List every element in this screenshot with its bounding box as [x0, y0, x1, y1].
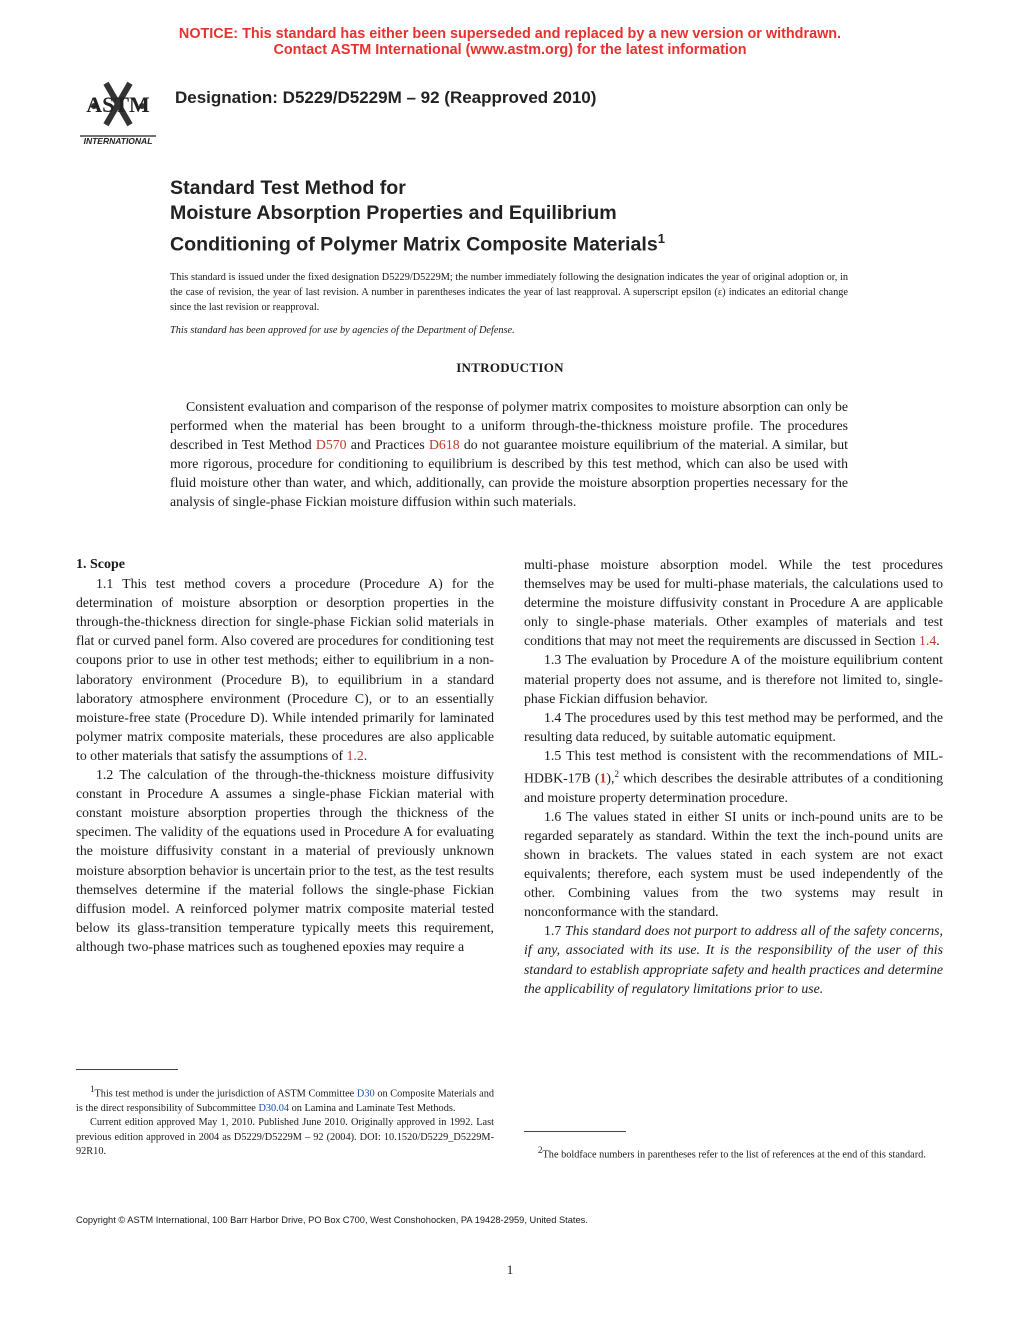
page-number: 1 — [506, 1262, 514, 1277]
astm-logo-icon — [76, 76, 160, 148]
copyright-line: Copyright © ASTM International, 100 Barr Harbor Drive, PO Box C700, West Conshohocken, PA 19428-2959, United States. — [76, 1215, 588, 1225]
section-heading-scope: 1. Scope — [76, 557, 125, 572]
paragraph-1-5: 1.5 This test method is consistent with the recommendations of MIL-HDBK-17B (1),$^2$ which describes the desirable attributes of a conditioning and moisture property determination procedure. — [524, 747, 943, 805]
introduction-heading: INTRODUCTION — [456, 360, 564, 375]
logo-label: INTERNATIONAL — [83, 136, 153, 146]
link-d618[interactable]: D618 — [428, 437, 460, 453]
paragraph-1-2: 1.2 The calculation of the through-the-thickness moisture diffusivity constant in Procedure A assumes a single-phase Fickian material with constant moisture absorption properties through the thickness of the specimen. The validity of the equations used in Procedure A for evaluating the moisture diffusivity constant in a material of previously unknown moisture absorption behavior is uncertain prior to the test, as the test results themselves determine if the material follows the single-phase Fickian diffusion model. A reinforced polymer matrix composite material tested below its glass-transition temperature typically meets this requirement, although two-phase matrices such as toughened epoxies may require a — [76, 767, 494, 954]
footnote-1-edition: Current edition approved May 1, 2010. Published June 2010. Originally approved in 1992. Last previous edition approved in 2004 as D5229/D5229M – 92 (2004). DOI: 10.1520/D5229_D5229M-92R10. — [76, 1117, 494, 1158]
link-section-1-4[interactable]: 1.4 — [919, 633, 937, 649]
link-section-1-2[interactable]: 1.2 — [346, 747, 364, 763]
link-d570[interactable]: D570 — [315, 437, 347, 453]
footnote-divider-right — [524, 1131, 626, 1132]
left-column — [76, 555, 494, 956]
introduction-text: Consistent evaluation and comparison of the response of polymer matrix composites to moisture absorption can only be performed when the material has been brought to a uniform through-the-thickness moisture profile. The procedures described in Test Method D570 and Practices D618 do not guarantee moisture equilibrium of the material. A similar, but more rigorous, procedure for conditioning to equilibrium is described by this test method, which can also be used with fluid moisture other than water, and which, additionally, can provide the moisture absorption properties necessary for the analysis of single-phase Fickian moisture diffusion within such materials. — [170, 399, 848, 510]
title-line-2: Moisture Absorption Properties and Equilibrium — [170, 202, 617, 224]
paragraph-1-4: 1.4 The procedures used by this test method may be performed, and the resulting data reduced, by suitable automatic equipment. — [524, 709, 943, 744]
notice-line-1: NOTICE: This standard has either been superseded and replaced by a new version or withdrawn. — [178, 26, 842, 42]
link-reference-1[interactable]: 1 — [599, 770, 607, 786]
paragraph-1-1: 1.1 This test method covers a procedure (Procedure A) for the determination of moisture absorption or desorption properties in the through-the-thickness direction for single-phase Fickian solid materials in flat or curved panel form. Also covered are procedures for conditioning test coupons prior to use in other test methods; either to equilibrium in a non-laboratory environment (Procedure B), to equilibrium in a standard laboratory atmosphere environment (Procedure C), or to an essentially moisture-free state (Procedure D). While intended primarily for laminated polymer matrix composite materials, these procedures are also applicable to other materials that satisfy the assumptions of 1.2. — [76, 576, 494, 763]
footnote-1: $^1$This test method is under the jurisdiction of ASTM Committee D30 on Composite Materials and is the direct responsibility of Subcommittee D30.04 on Lamina and Laminate Test Methods. Current edition approved May 1, 2010. Published June 2010. Originally approved in 1992. Last previous edition approved in 2004 as D5229/D5229M – 92 (2004). DOI: 10.1520/D5229_D5229M-92R10. — [76, 1082, 494, 1160]
preface-note: This standard is issued under the fixed designation D5229/D5229M; the number immediately following the designation indicates the year of original adoption or, in the case of revision, the year of last revision. A number in parentheses indicates the year of last reapproval. A superscript epsilon (ε) indicates an editorial change since the last revision or reapproval. — [170, 272, 848, 313]
title-line-1: Standard Test Method for — [170, 177, 406, 199]
link-d30-04[interactable]: D30.04 — [258, 1102, 290, 1114]
notice-line-2: Contact ASTM International (www.astm.org) for the latest information — [273, 42, 747, 58]
footnote-2: $^2$The boldface numbers in parentheses refer to the list of references at the end of this standard. — [538, 1145, 926, 1161]
designation: Designation: D5229/D5229M – 92 (Reapproved 2010) — [175, 88, 597, 107]
right-column — [524, 555, 943, 998]
title-footnote-ref[interactable]: 1 — [657, 231, 665, 246]
paragraph-1-3: 1.3 The evaluation by Procedure A of the moisture equilibrium content material property does not assume, and is therefore not limited to, single-phase Fickian diffusion behavior. — [524, 652, 943, 706]
logo-letters: ASTM — [86, 92, 150, 117]
footnote-ref-2[interactable]: 2 — [614, 769, 619, 780]
paragraph-1-2-continued: multi-phase moisture absorption model. While the test procedures themselves may be used for multi-phase materials, the calculations used to determine the moisture diffusivity constant in Procedure A are applicable only to single-phase materials. Other examples of materials and test conditions that may not meet the requirements are discussed in Section 1.4. — [524, 557, 943, 649]
paragraph-1-7: 1.7 This standard does not purport to address all of the safety concerns, if any, associated with its use. It is the responsibility of the user of this standard to establish appropriate safety and health practices and determine the applicability of regulatory limitations prior to use. — [524, 923, 943, 996]
document-title — [170, 176, 665, 258]
footnote-divider-left — [76, 1069, 178, 1070]
paragraph-1-6: 1.6 The values stated in either SI units or inch-pound units are to be regarded separately as standard. Within the text the inch-pound units are shown in brackets. The values stated in each system are not exact equivalents; therefore, each system must be used independently of the other. Combining values from the two systems may result in nonconformance with the standard. — [524, 808, 943, 920]
title-line-3: Conditioning of Polymer Matrix Composite Materials$^1$ — [170, 231, 665, 256]
notice-banner — [0, 26, 1020, 58]
dod-approval-note: This standard has been approved for use by agencies of the Department of Defense. — [170, 325, 515, 336]
link-d30[interactable]: D30 — [356, 1088, 375, 1100]
